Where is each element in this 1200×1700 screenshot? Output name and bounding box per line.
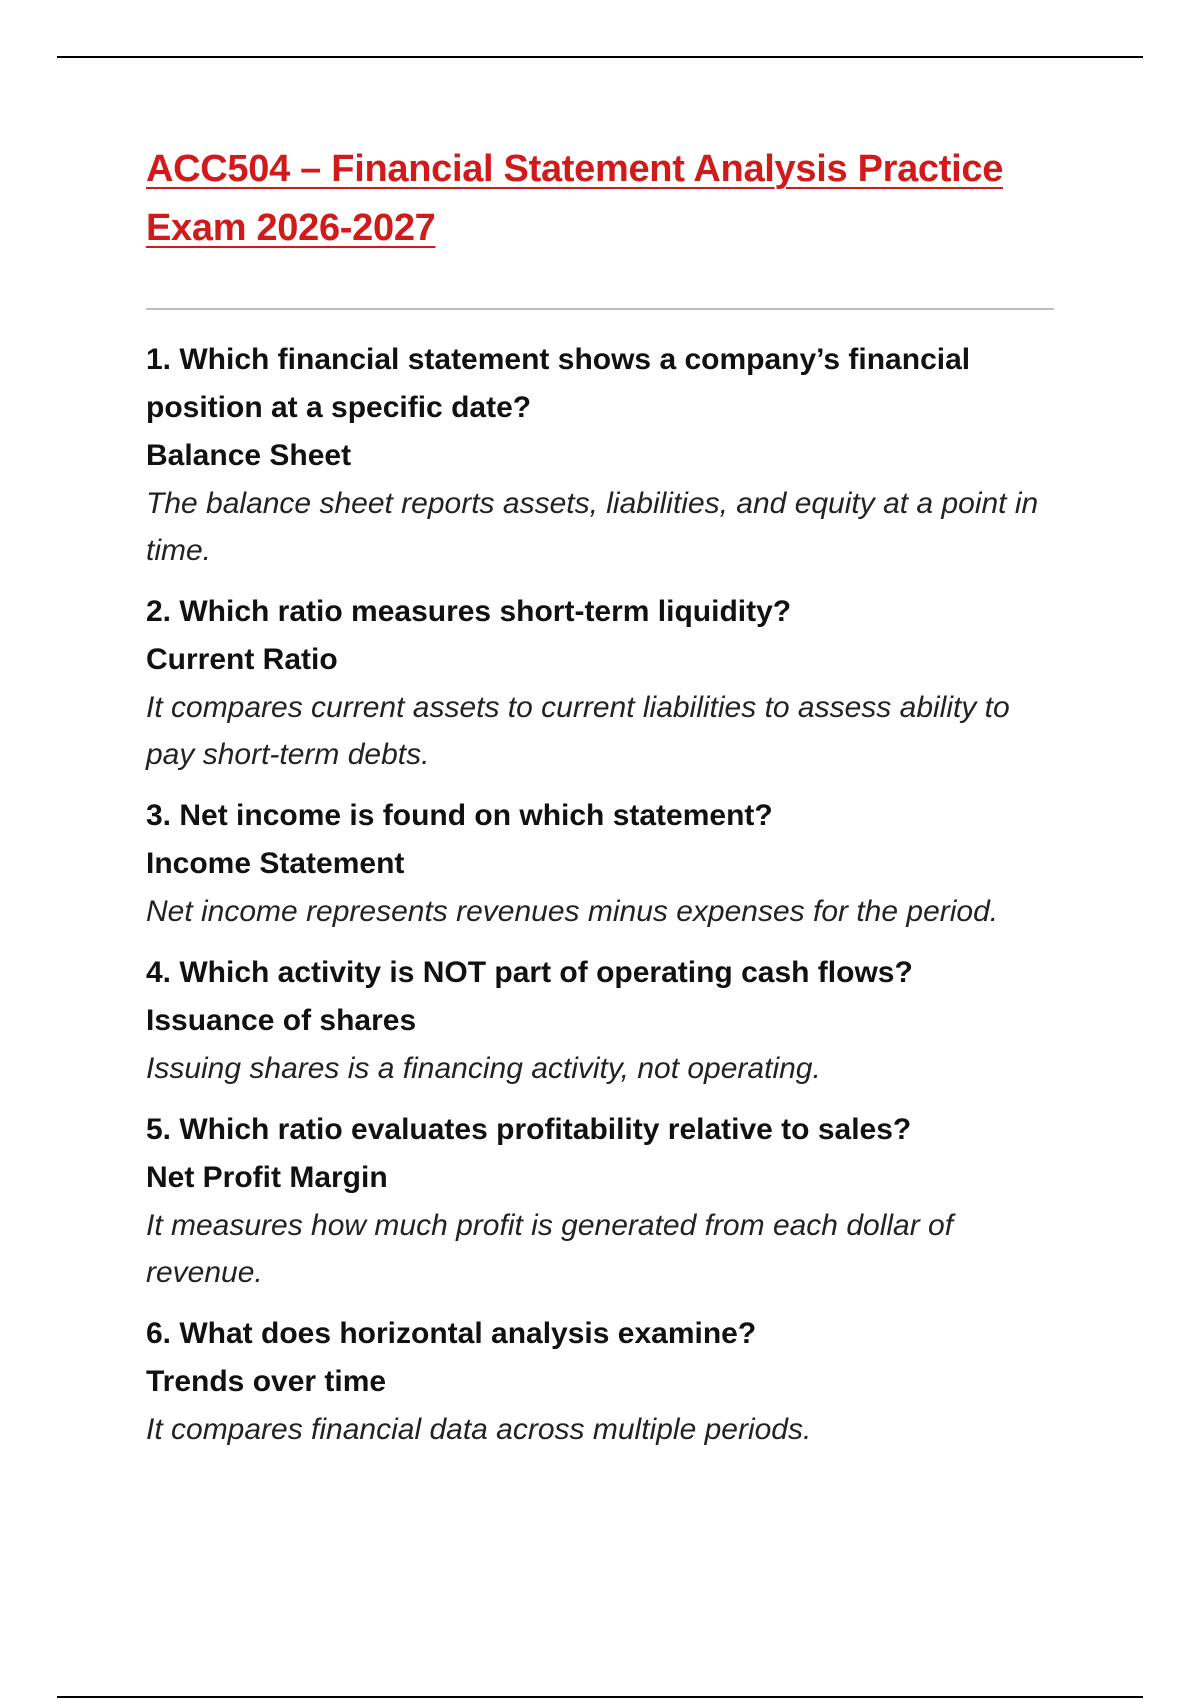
answer-3: Income Statement: [146, 847, 405, 880]
answer-4: Issuance of shares: [146, 1004, 417, 1037]
explanation-1: The balance sheet reports assets, liabilities, and equity at a point in time.: [146, 487, 1039, 567]
answer-2: Current Ratio: [146, 643, 338, 676]
question-1: 1. Which financial statement shows a company’s financial position at a specific date?: [146, 343, 971, 424]
document-title: ACC504 – Financial Statement Analysis Practice Exam 2026-2027: [146, 148, 1004, 249]
question-5: 5. Which ratio evaluates profitability relative to sales?: [146, 1113, 912, 1146]
explanation-4: Issuing shares is a financing activity, not operating.: [146, 1052, 821, 1085]
question-4: 4. Which activity is NOT part of operating cash flows?: [146, 956, 913, 989]
title-divider: [146, 308, 1054, 310]
qa-item-1: [146, 336, 1066, 574]
question-2: 2. Which ratio measures short-term liquidity?: [146, 595, 792, 628]
qa-item-4: [146, 949, 1066, 1092]
answer-5: Net Profit Margin: [146, 1161, 388, 1194]
explanation-6: It compares financial data across multiple periods.: [146, 1413, 812, 1446]
page-bottom-rule: [57, 1696, 1143, 1698]
document-body: [146, 140, 1066, 1467]
explanation-3: Net income represents revenues minus expenses for the period.: [146, 895, 999, 928]
answer-6: Trends over time: [146, 1365, 387, 1398]
explanation-5: It measures how much profit is generated from each dollar of revenue.: [146, 1209, 954, 1289]
question-6: 6. What does horizontal analysis examine?: [146, 1317, 757, 1350]
answer-1: Balance Sheet: [146, 439, 352, 472]
qa-item-5: [146, 1106, 1066, 1296]
qa-item-6: [146, 1310, 1066, 1453]
qa-item-2: [146, 588, 1066, 778]
explanation-2: It compares current assets to current liabilities to assess ability to pay short-term debts.: [146, 691, 1010, 771]
question-3: 3. Net income is found on which statement?: [146, 799, 773, 832]
page-top-rule: [57, 56, 1143, 58]
qa-item-3: [146, 792, 1066, 935]
